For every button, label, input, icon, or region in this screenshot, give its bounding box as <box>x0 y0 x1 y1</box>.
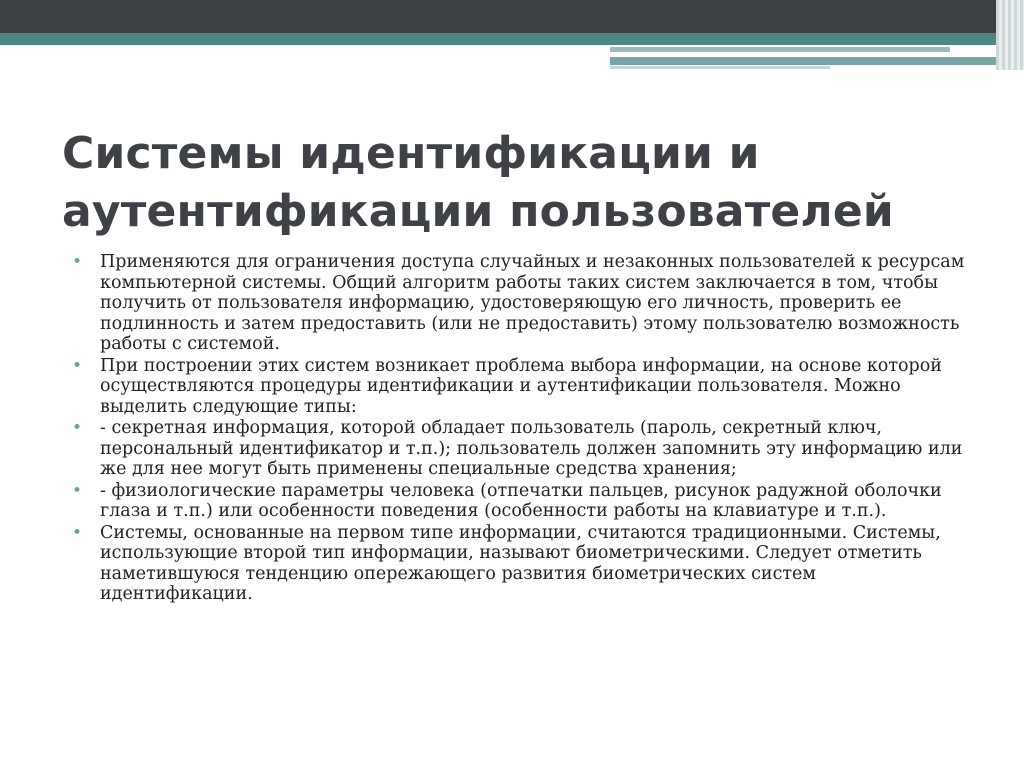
bullet-dot-icon: • <box>72 355 83 376</box>
header-accent-line <box>610 66 830 69</box>
bullet-item <box>72 356 972 418</box>
bullet-text: - физиологические параметры человека (отпечатки пальцев, рисунок радужной оболочки глаза и т.п.) или особенности поведения (особенности работы на клавиатуре и т.п.). <box>100 480 942 521</box>
bullet-item <box>72 252 972 355</box>
corner-decoration <box>996 0 1024 70</box>
header-band-dark <box>0 0 1024 33</box>
slide-title-line-2: аутентификации пользователей <box>62 186 894 237</box>
slide-title <box>62 125 962 241</box>
slide-title-line-1: Системы идентификации и <box>62 128 760 179</box>
header-accent-line <box>610 57 1024 65</box>
bullet-list <box>72 252 972 606</box>
bullet-text: При построении этих систем возникает проблема выбора информации, на основе которой осуществляются процедуры идентификации и аутентификации пользователя. Можно выделить следующие типы: <box>100 355 942 417</box>
bullet-text: Применяются для ограничения доступа случайных и незаконных пользователей к ресурсам компьютерной системы. Общий алгоритм работы таких систем заключается в том, чтобы получить от пользователя информацию, удостоверяющую его личность, проверить ее подлинность и затем предоставить (или не предоставить) этому пользователю возможность работы с системой. <box>100 252 965 354</box>
bullet-text: Системы, основанные на первом типе информации, считаются традиционными. Системы, использующие второй тип информации, называют биометрическими. Следует отметить наметившуюся тенденцию опережающего развития биометрических систем идентификации. <box>100 522 941 604</box>
bullet-dot-icon: • <box>72 418 83 438</box>
bullet-dot-icon: • <box>72 252 83 272</box>
bullet-item <box>72 481 972 522</box>
header-band-teal <box>0 33 1024 45</box>
bullet-item <box>72 523 972 605</box>
bullet-text: - секретная информация, которой обладает пользователь (пароль, секретный ключ, персональный идентификатор и т.п.); пользователь должен запомнить эту информацию или же для нее могут быть применены специальные средства хранения; <box>100 418 963 479</box>
bullet-item <box>72 418 972 480</box>
bullet-dot-icon: • <box>72 522 83 543</box>
bullet-dot-icon: • <box>72 480 83 501</box>
header-accent-line <box>610 47 950 52</box>
